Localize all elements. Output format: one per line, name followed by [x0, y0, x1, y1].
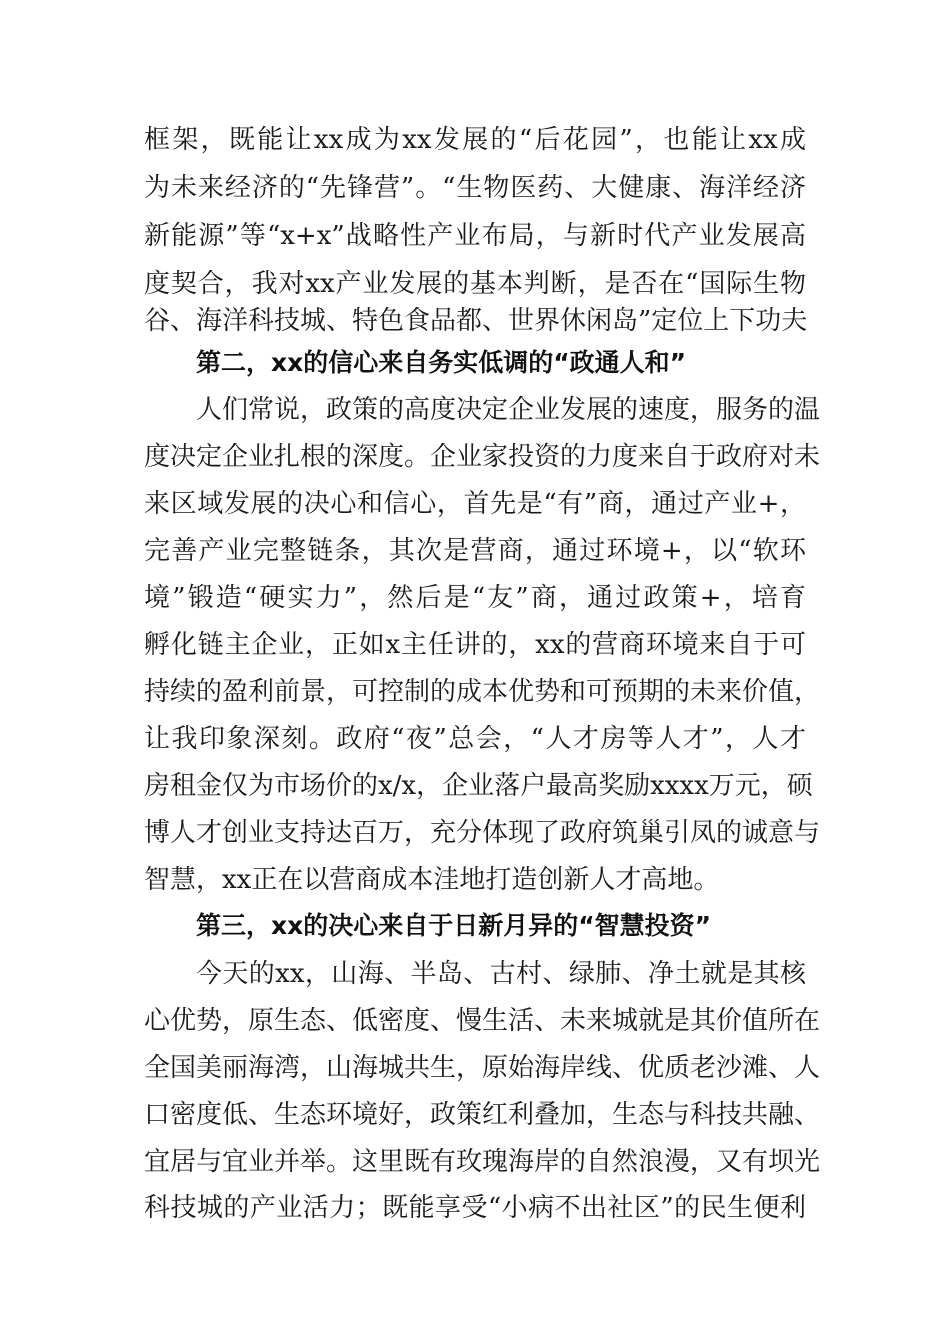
paragraph3-line-4: 口密度低、生态环境好，政策红利叠加，生态与科技共融、: [144, 1100, 821, 1130]
paragraph2-line-8: 让我印象深刻。政府“夜”总会，“人才房等人才”，人才: [144, 724, 806, 754]
paragraph2-line-11: 智慧，xx正在以营商成本洼地打造创新人才高地。: [144, 865, 720, 895]
section-heading-3: 第三，xx的决心来自于日新月异的“智慧投资”: [196, 911, 712, 940]
paragraph2-line-2: 度决定企业扎根的深度。企业家投资的力度来自于政府对未: [144, 442, 821, 472]
paragraph1-line-3: 新能源”等“x+x”战略性产业布局，与新时代产业发展高: [144, 221, 806, 251]
paragraph2-line-4: 完善产业完整链条，其次是营商，通过环境+，以“软环: [144, 536, 806, 566]
paragraph1-line-4: 度契合，我对xx产业发展的基本判断，是否在“国际生物: [144, 269, 806, 299]
paragraph1-line-2: 为未来经济的“先锋营”。“生物医药、大健康、海洋经济: [144, 173, 806, 203]
paragraph1-line-1: 框架，既能让xx成为xx发展的“后花园”，也能让xx成: [144, 125, 806, 155]
paragraph2-line-10: 博人才创业支持达百万，充分体现了政府筑巢引凤的诚意与: [144, 818, 821, 848]
paragraph2-line-6: 孵化链主企业，正如x主任讲的，xx的营商环境来自于可: [144, 630, 806, 660]
paragraph2-line-7: 持续的盈利前景，可控制的成本优势和可预期的未来价值，: [144, 677, 821, 707]
paragraph3-line-6: 科技城的产业活力；既能享受“小病不出社区”的民生便利: [144, 1193, 806, 1223]
paragraph2-line-9: 房租金仅为市场价的x/x，企业落户最高奖励xxxx万元，硕: [144, 771, 813, 801]
paragraph3-line-2: 心优势，原生态、低密度、慢生活、未来城就是其价值所在: [144, 1006, 821, 1036]
paragraph2-line-1: 人们常说，政策的高度决定企业发展的速度，服务的温: [196, 395, 821, 425]
paragraph3-line-3: 全国美丽海湾，山海城共生，原始海岸线、优质老沙滩、人: [144, 1053, 821, 1083]
paragraph2-line-5: 境”锻造“硬实力”，然后是“友”商，通过政策+，培育: [144, 583, 806, 613]
section-heading-2: 第二，xx的信心来自务实低调的“政通人和”: [196, 348, 687, 377]
paragraph2-line-3: 来区域发展的决心和信心，首先是“有”商，通过产业+，: [144, 489, 806, 519]
paragraph1-line-5: 谷、海洋科技城、特色食品都、世界休闲岛”定位上下功夫: [144, 306, 808, 336]
paragraph3-line-1: 今天的xx，山海、半岛、古村、绿肺、净土就是其核: [196, 959, 806, 989]
paragraph3-line-5: 宜居与宜业并举。这里既有玫瑰海岸的自然浪漫，又有坝光: [144, 1147, 821, 1177]
